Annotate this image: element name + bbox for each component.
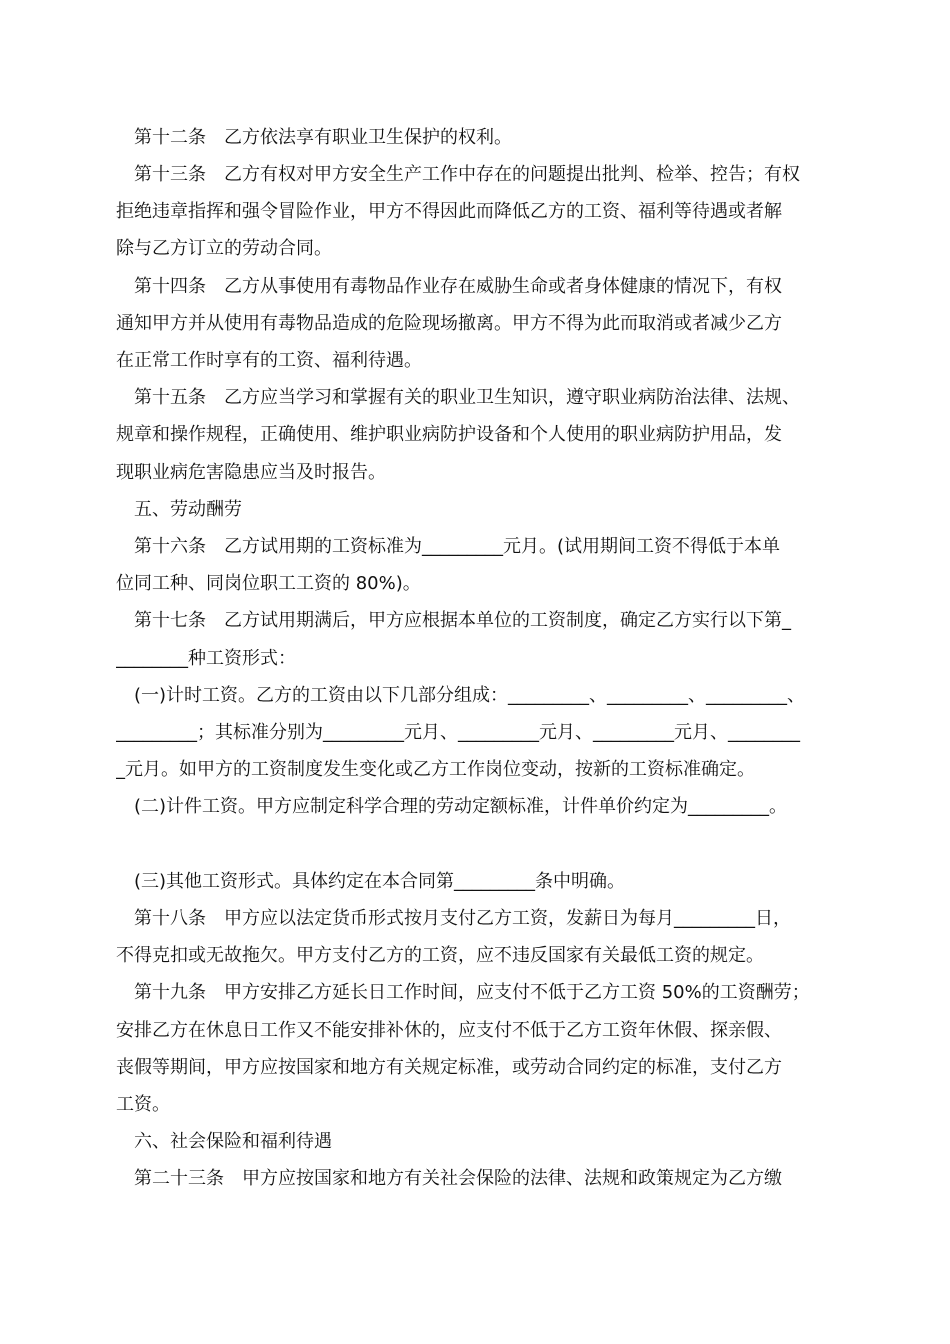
text-line: 规章和操作规程，正确使用、维护职业病防护设备和个人使用的职业病防护用品，发 [116, 424, 782, 445]
text-line: 第十三条 乙方有权对甲方安全生产工作中存在的问题提出批判、检举、控告；有权 [116, 164, 800, 185]
text-line: 第十六条 乙方试用期的工资标准为_________元月。(试用期间工资不得低于本单 [116, 536, 781, 557]
text-line: _________；其标准分别为_________元月、_________元月、_________元月、________ [116, 722, 800, 743]
section-heading: 五、劳动酬劳 [116, 499, 242, 520]
text-line: 不得克扣或无故拖欠。甲方支付乙方的工资，应不违反国家有关最低工资的规定。 [116, 945, 764, 966]
text-line: 第二十三条 甲方应按国家和地方有关社会保险的法律、法规和政策规定为乙方缴 [116, 1168, 782, 1189]
text-line: 第十七条 乙方试用期满后，甲方应根据本单位的工资制度，确定乙方实行以下第_ [116, 610, 791, 631]
text-line: _元月。如甲方的工资制度发生变化或乙方工作岗位变动，按新的工资标准确定。 [116, 759, 755, 780]
text-line: 丧假等期间，甲方应按国家和地方有关规定标准，或劳动合同约定的标准，支付乙方 [116, 1057, 782, 1078]
text-line: 现职业病危害隐患应当及时报告。 [116, 462, 386, 483]
text-line: (三)其他工资形式。具体约定在本合同第_________条中明确。 [116, 871, 626, 892]
text-line: ________种工资形式： [116, 648, 296, 669]
text-line: 拒绝违章指挥和强令冒险作业，甲方不得因此而降低乙方的工资、福利等待遇或者解 [116, 201, 782, 222]
text-line: 第十二条 乙方依法享有职业卫生保护的权利。 [116, 127, 512, 148]
text-line: 第十四条 乙方从事使用有毒物品作业存在威胁生命或者身体健康的情况下，有权 [116, 276, 782, 297]
text-line: (二)计件工资。甲方应制定科学合理的劳动定额标准，计件单价约定为_________。 [116, 796, 788, 817]
text-line: 除与乙方订立的劳动合同。 [116, 238, 332, 259]
text-line: 第十五条 乙方应当学习和掌握有关的职业卫生知识，遵守职业病防治法律、法规、 [116, 387, 800, 408]
text-line: 第十九条 甲方安排乙方延长日工作时间，应支付不低于乙方工资 50%的工资酬劳； [116, 982, 810, 1003]
text-line: 工资。 [116, 1094, 170, 1115]
text-line: 在正常工作时享有的工资、福利待遇。 [116, 350, 422, 371]
section-heading: 六、社会保险和福利待遇 [116, 1131, 332, 1152]
text-line: 第十八条 甲方应以法定货币形式按月支付乙方工资，发薪日为每月_________日， [116, 908, 791, 929]
text-line: 位同工种、同岗位职工工资的 80%)。 [116, 573, 421, 594]
text-line: 安排乙方在休息日工作又不能安排补休的，应支付不低于乙方工资年休假、探亲假、 [116, 1020, 782, 1041]
text-line: (一)计时工资。乙方的工资由以下几部分组成：_________、_________、_________、 [116, 685, 806, 706]
text-line: 通知甲方并从使用有毒物品造成的危险现场撤离。甲方不得为此而取消或者减少乙方 [116, 313, 782, 334]
